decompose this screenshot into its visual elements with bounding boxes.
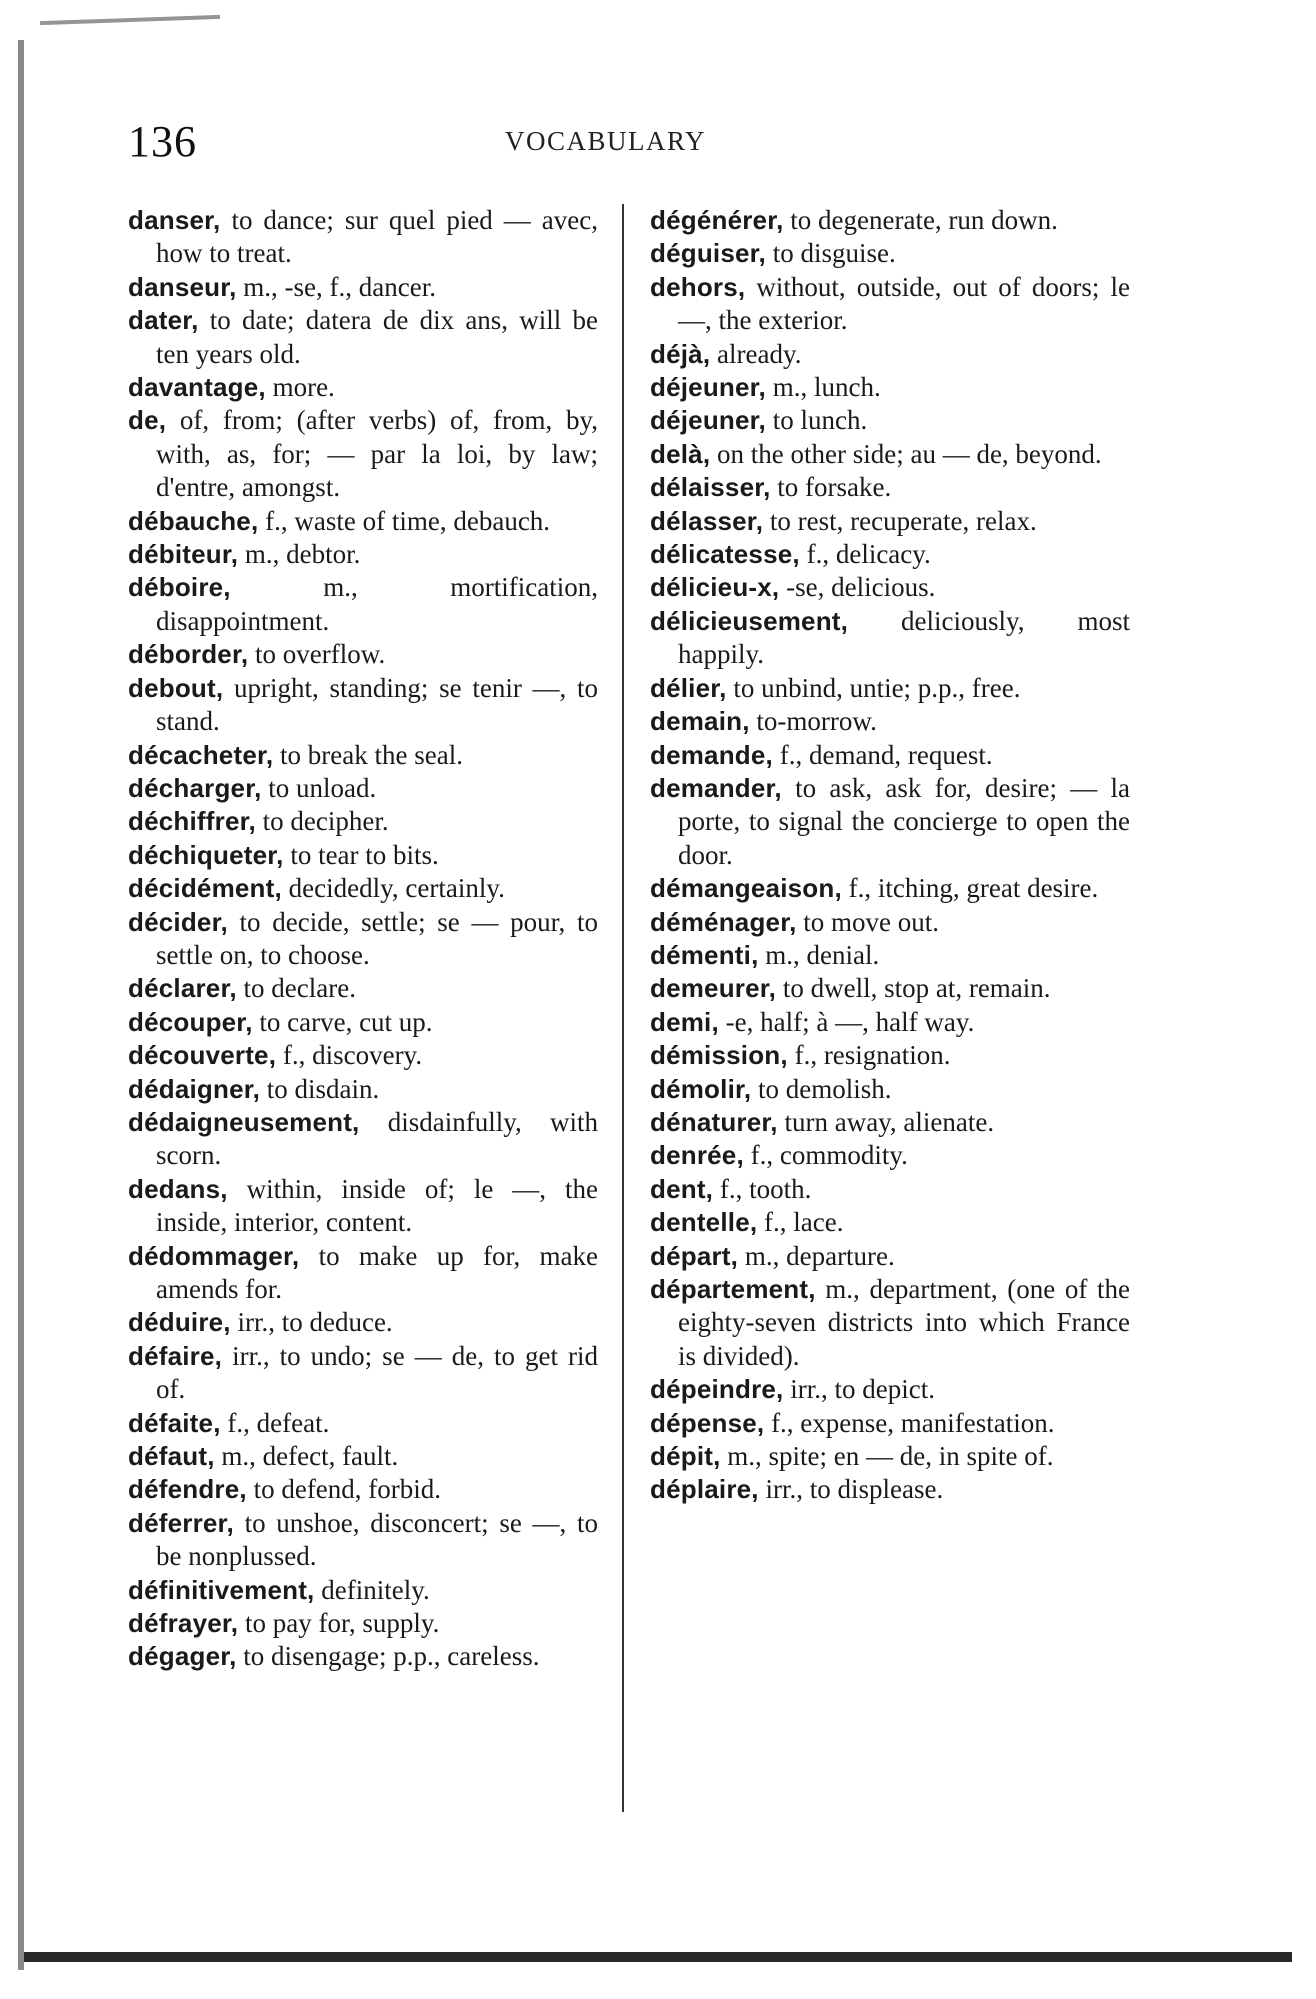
definition: m., departure.	[738, 1240, 895, 1271]
headword: défendre,	[128, 1474, 247, 1505]
definition: within, inside of; le —, the inside, interior, content.	[156, 1173, 598, 1238]
definition: f., demand, request.	[772, 739, 993, 770]
headword: défrayer,	[128, 1608, 239, 1639]
vocab-entry	[650, 505, 1130, 538]
vocab-entry	[650, 404, 1130, 437]
vocab-entry	[128, 772, 598, 805]
vocab-entry	[650, 972, 1130, 1005]
headword: délicieu-x,	[650, 572, 780, 603]
headword: delà,	[650, 438, 711, 469]
headword: déferrer,	[128, 1507, 234, 1538]
definition: f., discovery.	[276, 1040, 423, 1071]
definition: to lunch.	[765, 405, 868, 436]
vocab-entry	[650, 906, 1130, 939]
headword: découverte,	[128, 1040, 277, 1071]
definition: m., mortification, disappointment.	[156, 572, 598, 636]
definition: irr., to displease.	[758, 1474, 944, 1505]
vocab-entry	[650, 672, 1130, 705]
vocab-entry	[650, 1473, 1130, 1506]
definition: to unbind, untie; p.p., free.	[726, 672, 1021, 703]
vocab-entry	[650, 538, 1130, 571]
vocab-entry	[128, 1574, 598, 1607]
headword: déjeuner,	[650, 405, 766, 436]
headword: demain,	[650, 706, 750, 737]
definition: f., waste of time, debauch.	[258, 505, 551, 536]
headword: défaut,	[128, 1441, 215, 1472]
definition: f., resignation.	[787, 1040, 951, 1071]
vocab-entry	[128, 571, 598, 638]
definition: to decipher.	[255, 806, 389, 837]
headword: déménager,	[650, 906, 797, 937]
definition: to break the seal.	[273, 739, 463, 770]
vocab-entry	[650, 1273, 1130, 1373]
headword: dédaigner,	[128, 1073, 261, 1104]
vocab-entry	[128, 1340, 598, 1407]
definition: more.	[265, 372, 335, 403]
vocab-entry	[650, 1039, 1130, 1072]
vocab-entry	[128, 1473, 598, 1506]
headword: déjeuner,	[650, 372, 766, 403]
headword: délasser,	[650, 505, 764, 536]
definition: to ask, ask for, desire; — la porte, to signal the concierge to open the door.	[678, 772, 1130, 870]
vocab-entry	[128, 1039, 598, 1072]
headword: délicieusement,	[650, 605, 849, 636]
headword: départ,	[650, 1240, 739, 1271]
vocab-entry	[650, 705, 1130, 738]
vocab-entry	[128, 872, 598, 905]
vocab-entry	[650, 1139, 1130, 1172]
definition: of, from; (after verbs) of, from, by, with, as, for; — par la loi, by law; d'entre, amongst.	[156, 405, 598, 503]
vocab-entry	[650, 872, 1130, 905]
vocab-entry	[650, 204, 1130, 237]
vocab-entry	[128, 371, 598, 404]
headword: décharger,	[128, 772, 262, 803]
definition: to decide, settle; se — pour, to settle on, to choose.	[156, 906, 598, 970]
definition: to tear to bits.	[283, 839, 439, 870]
vocab-entry	[650, 371, 1130, 404]
vocab-entry	[128, 638, 598, 671]
headword: dater,	[128, 305, 199, 336]
vocab-entry	[128, 1440, 598, 1473]
vocab-entry	[128, 1407, 598, 1440]
vocab-entry	[128, 1306, 598, 1339]
headword: dénaturer,	[650, 1106, 778, 1137]
headword: démission,	[650, 1040, 788, 1071]
definition: irr., to depict.	[783, 1374, 935, 1405]
definition: to forsake.	[770, 472, 892, 503]
column-divider	[622, 204, 624, 1812]
definition: m., -se, f., dancer.	[236, 271, 436, 302]
headword: département,	[650, 1274, 816, 1304]
headword: dégénérer,	[650, 205, 784, 235]
headword: décidément,	[128, 873, 282, 904]
headword: délicatesse,	[650, 539, 800, 570]
headword: demeurer,	[650, 973, 777, 1004]
headword: dépit,	[650, 1441, 721, 1472]
headword: déguiser,	[650, 238, 766, 269]
vocab-entry	[128, 505, 598, 538]
definition: irr., to deduce.	[230, 1307, 393, 1338]
headword: défaite,	[128, 1407, 221, 1438]
vocab-entry	[650, 438, 1130, 471]
definition: to-morrow.	[749, 706, 877, 737]
vocab-entry	[650, 739, 1130, 772]
definition: f., delicacy.	[799, 539, 931, 570]
definition: f., itching, great desire.	[841, 873, 1099, 904]
headword: dedans,	[128, 1173, 228, 1204]
definition: to declare.	[236, 973, 356, 1004]
definition: -se, delicious.	[779, 572, 936, 603]
headword: délier,	[650, 672, 727, 703]
vocab-entry	[650, 1106, 1130, 1139]
vocab-entry	[128, 839, 598, 872]
vocab-entry	[128, 404, 598, 504]
headword: dépense,	[650, 1407, 765, 1438]
headword: déboire,	[128, 572, 231, 603]
definition: to defend, forbid.	[246, 1474, 442, 1505]
definition: m., department, (one of the eighty-seven districts into which France is divided).	[678, 1274, 1130, 1371]
page-edge-bottom	[24, 1952, 1292, 1962]
definition: deliciously, most happily.	[678, 605, 1130, 670]
definition: f., tooth.	[713, 1173, 812, 1204]
definition: to dwell, stop at, remain.	[776, 973, 1051, 1004]
vocab-entry	[128, 1240, 598, 1307]
left-column	[128, 204, 598, 1674]
headword: défaire,	[128, 1340, 223, 1371]
definition: m., defect, fault.	[214, 1441, 399, 1472]
vocab-entry	[128, 304, 598, 371]
definition: to degenerate, run down.	[783, 205, 1058, 235]
headword: démolir,	[650, 1073, 752, 1104]
vocab-entry	[650, 571, 1130, 604]
definition: to date; datera de dix ans, will be ten years old.	[156, 305, 598, 369]
headword: dégager,	[128, 1641, 237, 1672]
vocab-entry	[128, 1006, 598, 1039]
definition: upright, standing; se tenir —, to stand.	[156, 672, 598, 737]
definition: f., expense, manifestation.	[764, 1407, 1055, 1438]
headword: debout,	[128, 672, 224, 703]
vocab-entry	[128, 1507, 598, 1574]
definition: m., lunch.	[765, 372, 881, 403]
definition: disdainfully, with scorn.	[156, 1106, 598, 1171]
headword: dédaigneusement,	[128, 1106, 360, 1137]
vocab-entry	[650, 471, 1130, 504]
definition: f., lace.	[757, 1207, 844, 1238]
definition: to unload.	[261, 772, 377, 803]
running-head: VOCABULARY	[505, 126, 707, 156]
headword: débiteur,	[128, 539, 239, 570]
vocab-entry	[650, 1206, 1130, 1239]
definition: to make up for, make amends for.	[156, 1240, 598, 1304]
headword: demi,	[650, 1006, 719, 1037]
vocab-entry	[650, 1240, 1130, 1273]
headword: danseur,	[128, 271, 237, 302]
definition: f., commodity.	[743, 1140, 908, 1171]
headword: denrée,	[650, 1140, 744, 1171]
headword: décacheter,	[128, 739, 274, 770]
headword: de,	[128, 405, 167, 436]
vocab-entry	[128, 906, 598, 973]
headword: démenti,	[650, 939, 759, 970]
definition: without, outside, out of doors; le —, the exterior.	[678, 271, 1130, 336]
headword: déjà,	[650, 338, 711, 369]
definition: decidedly, certainly.	[281, 873, 505, 904]
vocab-entry	[128, 1106, 598, 1173]
definition: -e, half; à —, half way.	[718, 1006, 975, 1037]
headword: délaisser,	[650, 472, 771, 503]
page-edge-left	[18, 40, 24, 1970]
vocab-entry	[650, 1173, 1130, 1206]
vocab-entry	[650, 772, 1130, 872]
headword: dédommager,	[128, 1240, 300, 1271]
definition: to rest, recuperate, relax.	[763, 505, 1037, 536]
headword: dépeindre,	[650, 1374, 784, 1405]
vocab-entry	[650, 605, 1130, 672]
definition: to disdain.	[260, 1073, 380, 1104]
definition: m., spite; en — de, in spite of.	[720, 1441, 1054, 1472]
definition: to disengage; p.p., careless.	[236, 1641, 540, 1672]
definition: definitely.	[314, 1574, 430, 1605]
vocab-entry	[128, 271, 598, 304]
vocab-entry	[650, 1407, 1130, 1440]
definition: to unshoe, disconcert; se —, to be nonplussed.	[156, 1507, 598, 1572]
vocab-entry	[128, 739, 598, 772]
headword: débauche,	[128, 505, 259, 536]
definition: to pay for, supply.	[238, 1608, 440, 1639]
definition: to overflow.	[248, 639, 386, 670]
headword: définitivement,	[128, 1574, 315, 1605]
vocab-entry	[650, 271, 1130, 338]
definition: to dance; sur quel pied — avec, how to treat.	[156, 205, 598, 269]
headword: découper,	[128, 1006, 253, 1037]
headword: déchiqueter,	[128, 839, 284, 870]
headword: demande,	[650, 739, 773, 770]
definition: irr., to undo; se — de, to get rid of.	[156, 1340, 598, 1405]
definition: f., defeat.	[220, 1407, 330, 1438]
vocab-entry	[650, 1440, 1130, 1473]
definition: to demolish.	[751, 1073, 892, 1104]
headword: déduire,	[128, 1307, 231, 1338]
headword: demander,	[650, 772, 782, 803]
right-column	[650, 204, 1130, 1507]
headword: dentelle,	[650, 1207, 758, 1238]
definition: on the other side; au — de, beyond.	[710, 438, 1102, 469]
vocab-entry	[650, 338, 1130, 371]
vocab-entry	[650, 939, 1130, 972]
vocab-entry	[128, 1607, 598, 1640]
definition: to move out.	[796, 906, 940, 937]
vocab-entry	[128, 972, 598, 1005]
definition: to disguise.	[765, 238, 896, 269]
definition: m., debtor.	[238, 539, 361, 570]
definition: already.	[710, 338, 802, 369]
headword: décider,	[128, 906, 228, 937]
vocab-entry	[650, 1073, 1130, 1106]
vocab-entry	[128, 672, 598, 739]
headword: démangeaison,	[650, 873, 842, 904]
page-number: 136	[128, 117, 197, 166]
headword: dent,	[650, 1173, 714, 1204]
headword: danser,	[128, 205, 221, 235]
vocab-entry	[128, 204, 598, 271]
vocab-entry	[650, 1006, 1130, 1039]
headword: déplaire,	[650, 1474, 759, 1505]
vocab-entry	[128, 1640, 598, 1673]
vocab-entry	[128, 805, 598, 838]
definition: m., denial.	[758, 939, 880, 970]
page-edge-top	[40, 15, 220, 25]
vocab-entry	[128, 1173, 598, 1240]
vocab-entry	[650, 1373, 1130, 1406]
headword: davantage,	[128, 372, 266, 403]
vocab-entry	[128, 538, 598, 571]
vocab-entry	[128, 1073, 598, 1106]
headword: déclarer,	[128, 973, 237, 1004]
headword: déchiffrer,	[128, 806, 256, 837]
headword: dehors,	[650, 271, 746, 302]
vocab-entry	[650, 237, 1130, 270]
definition: to carve, cut up.	[252, 1006, 433, 1037]
definition: turn away, alienate.	[777, 1106, 995, 1137]
headword: déborder,	[128, 639, 249, 670]
